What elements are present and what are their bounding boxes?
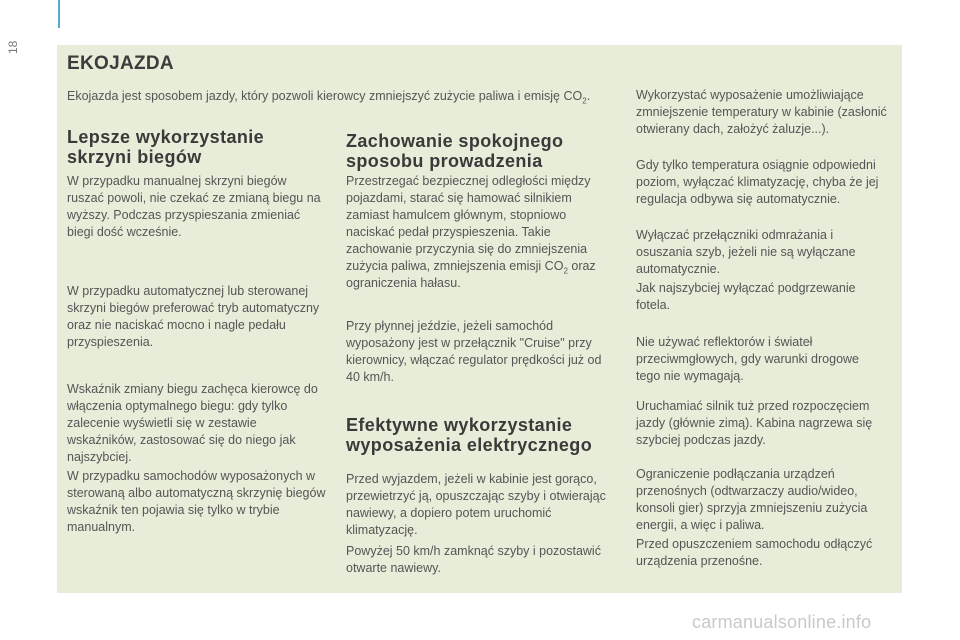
safe-distance-subscript: 2: [563, 266, 568, 276]
intro-subscript: 2: [582, 96, 587, 106]
paragraph-disconnect-devices: Przed opuszczeniem samochodu odłączyć urządzenia przenośne.: [636, 537, 873, 568]
paragraph-manual-gearbox: W przypadku manualnej skrzyni biegów ruszać powoli, nie czekać ze zmianą biegu na wyższy. Podczas przyspieszania zmieniać biegi dość wcześnie.: [67, 174, 321, 239]
heading-electrical-equipment: Efektywne wykorzystanie wyposażenia elektrycznego: [346, 415, 593, 455]
paragraph-ventilate-cabin: Przed wyjazdem, jeżeli w kabinie jest gorąco, przewietrzyć ją, opuszczając szyby i otwierając nawiewy, a dopiero potem uruchomić klimatyzację.: [346, 472, 606, 537]
heading-calm-driving: Zachowanie spokojnego sposobu prowadzenia: [346, 131, 564, 171]
paragraph-gear-indicator: Wskaźnik zmiany biegu zachęca kierowcę do włączenia optymalnego biegu: gdy tylko zalecenie wyświetli się w zestawie wskaźników, zastosować się do niego jak najszybciej.: [67, 382, 318, 464]
paragraph-safe-distance: [346, 173, 616, 292]
paragraph-cruise-control: Przy płynnej jeździe, jeżeli samochód wyposażony jest w przełącznik "Cruise" przy kierownicy, włączać regulator prędkości już od 40 km/h.: [346, 319, 602, 384]
intro-end: .: [586, 89, 591, 103]
intro-paragraph: [67, 88, 617, 105]
paragraph-indicator-manual-mode: W przypadku samochodów wyposażonych w sterowaną albo automatyczną skrzynię biegów wskaźnik ten pojawia się tylko w trybie manualnym.: [67, 469, 326, 534]
paragraph-air-conditioning: Gdy tylko temperatura osiągnie odpowiedni poziom, wyłączać klimatyzację, chyba że jej regulacja odbywa się automatycznie.: [636, 158, 879, 206]
paragraph-close-windows: Powyżej 50 km/h zamknąć szyby i pozostawić otwarte nawiewy.: [346, 544, 601, 575]
paragraph-portable-devices: Ograniczenie podłączania urządzeń przenośnych (odtwarzaczy audio/wideo, konsoli gier) sprzyja zmniejszeniu zużycia energii, a więc i paliwa.: [636, 467, 868, 532]
safe-distance-end: oraz ograniczenia hałasu.: [346, 259, 596, 290]
paragraph-seat-heating: Jak najszybciej wyłączać podgrzewanie fotela.: [636, 281, 856, 312]
heading-gearbox: Lepsze wykorzystanie skrzyni biegów: [67, 127, 265, 167]
paragraph-automatic-gearbox: W przypadku automatycznej lub sterowanej skrzyni biegów preferować tryb automatyczny oraz nie naciskać mocno i nagle pedału przyspieszenia.: [67, 284, 320, 349]
safe-distance-text: Przestrzegać bezpiecznej odległości między pojazdami, starać się hamować silnikiem zamiast hamulcem głównym, stopniowo naciskać pedał przyspieszenia. Takie zachowanie przyczynia się do zmniejszenia zużycia paliwa, zmniejszenia emisji CO: [346, 174, 591, 273]
paragraph-defrost-switches: Wyłączać przełączniki odmrażania i osuszania szyb, jeżeli nie są wyłączane automatycznie.: [636, 228, 856, 276]
page-title: EKOJAZDA: [67, 53, 174, 74]
page-number: 18: [6, 40, 20, 54]
paragraph-engine-start: Uruchamiać silnik tuż przed rozpoczęciem jazdy (głównie zimą). Kabina nagrzewa się szybciej podczas jazdy.: [636, 399, 873, 447]
watermark-text: carmanualsonline.info: [692, 612, 872, 632]
margin-accent-bar: [58, 0, 60, 28]
paragraph-reduce-temperature: Wykorzystać wyposażenie umożliwiające zmniejszenie temperatury w kabinie (zasłonić otwierany dach, założyć żaluzje...).: [636, 88, 887, 136]
paragraph-fog-lights: Nie używać reflektorów i świateł przeciwmgłowych, gdy warunki drogowe tego nie wymagają.: [636, 335, 860, 383]
intro-text: Ekojazda jest sposobem jazdy, który pozwoli kierowcy zmniejszyć zużycie paliwa i emisję CO: [67, 89, 583, 103]
